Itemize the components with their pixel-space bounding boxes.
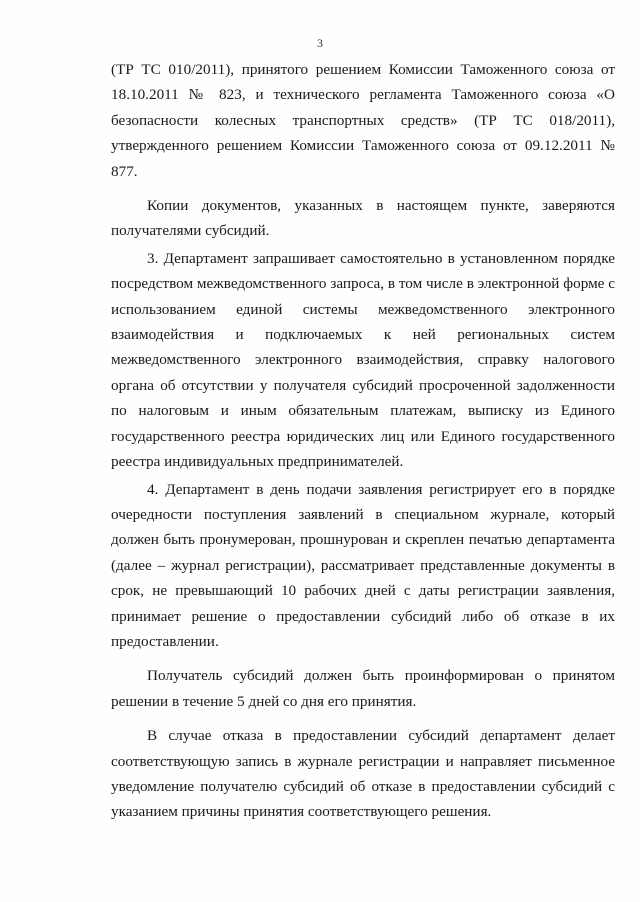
paragraph-item-3: 3. Департамент запрашивает самостоятельно в установленном порядке посредством межведомственного запроса, в том числе в электронной форме с использованием единой системы межведомственного электронного взаимодействия и подключаемых к ней региональных систем межведомственного электронного взаимодействия, справку налогового органа об отсутствии у получателя субсидий просроченной задолженности по налоговым и иным обязательным платежам, выписку из Единого государственного реестра юридических лиц или Единого государственного реестра индивидуальных предпринимателей.	[111, 249, 615, 471]
paragraph-refusal: В случае отказа в предоставлении субсидий департамент делает соответствующую запись в журнале регистрации и направляет письменное уведомление получателю субсидий об отказе в предоставлении субсидий с указанием причины принятия соответствующего решения.	[111, 727, 615, 821]
paragraph-continuation: (ТР ТС 010/2011), принятого решением Комиссии Таможенного союза от 18.10.2011 № 823, и технического регламента Таможенного союза «О безопасности колесных транспортных средств» (ТР ТС 018/2011), утвержденного решением Комиссии Таможенного союза от 09.12.2011 № 877.	[111, 61, 615, 180]
document-body	[111, 57, 615, 825]
paragraph-copies: Копии документов, указанных в настоящем пункте, заверяются получателями субсидий.	[111, 197, 615, 240]
paragraph-item-4: 4. Департамент в день подачи заявления регистрирует его в порядке очередности поступления заявлений в специальном журнале, который должен быть пронумерован, прошнурован и скреплен печатью департамента (далее – журнал регистрации), рассматривает представленные документы в срок, не превышающий 10 рабочих дней с даты регистрации заявления, принимает решение о предоставлении субсидий либо об отказе в их предоставлении.	[111, 480, 615, 650]
page-number: 3	[317, 36, 323, 50]
paragraph-notification: Получатель субсидий должен быть проинформирован о принятом решении в течение 5 дней со дня его принятия.	[111, 667, 615, 710]
